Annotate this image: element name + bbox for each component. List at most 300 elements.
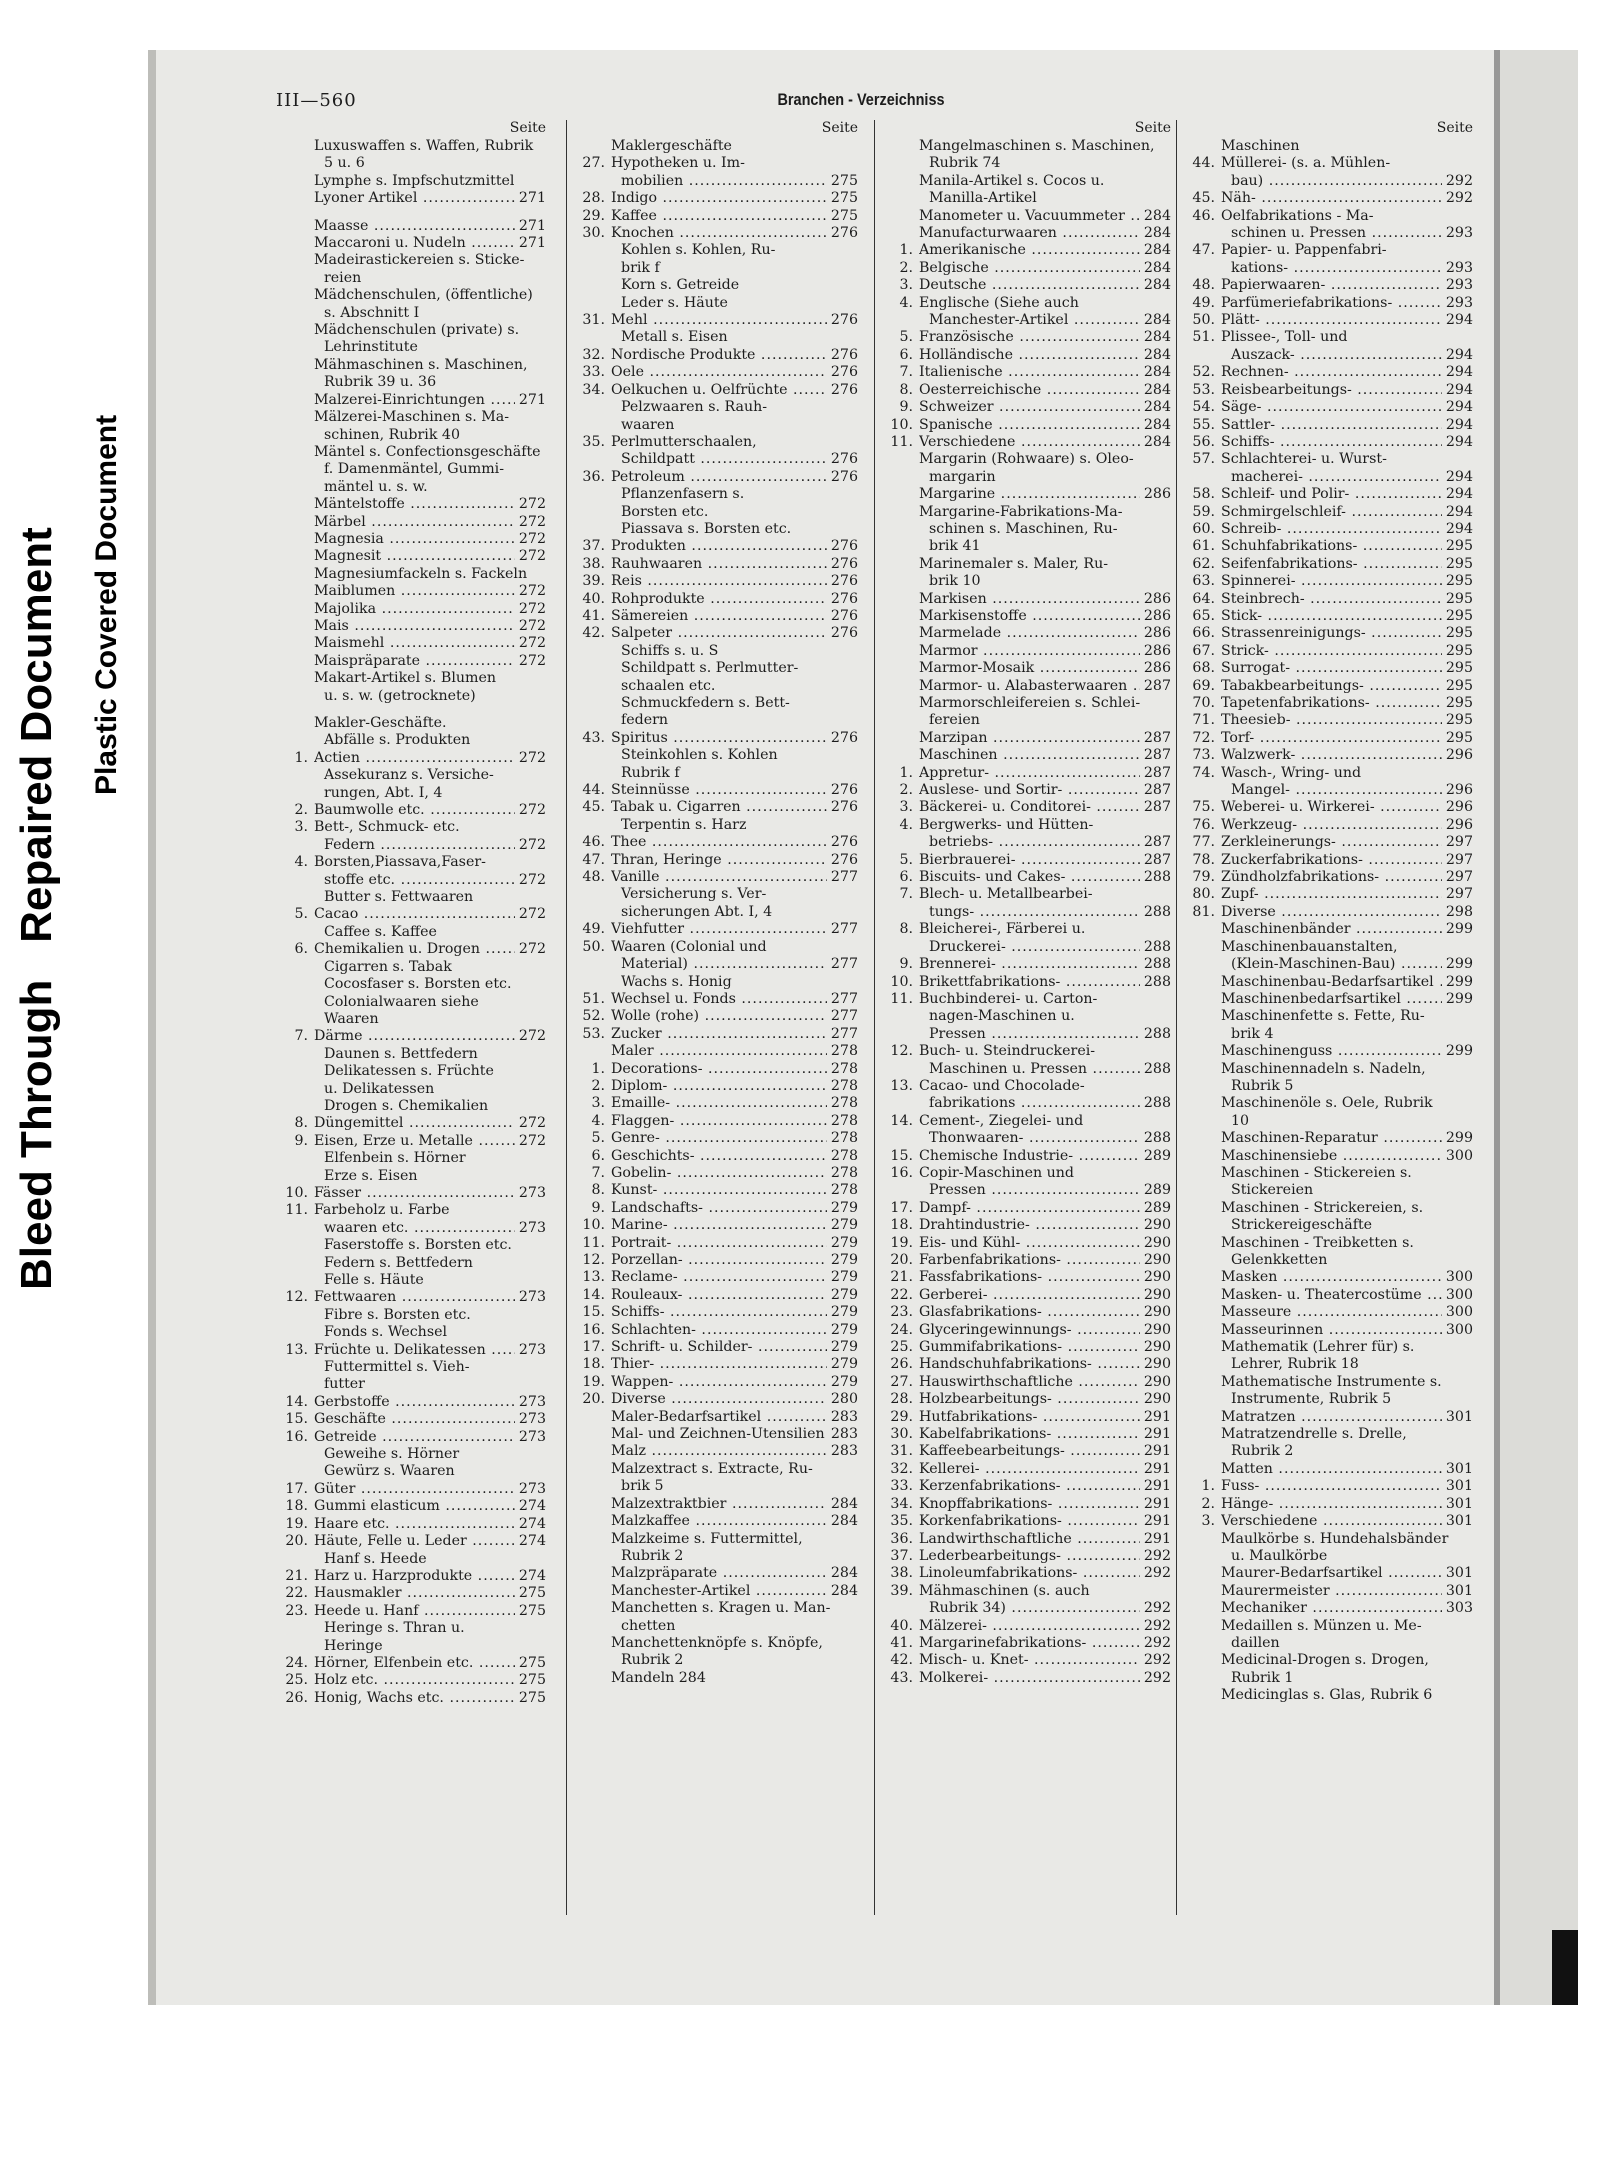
entry-text: Weberei- u. Wirkerei- ..... <box>1221 799 1442 816</box>
entry-text: Fettwaaren ..... <box>314 1289 515 1306</box>
index-entry <box>573 1356 858 1373</box>
entry-page: 290 <box>1143 1356 1171 1373</box>
entry-number: 67. <box>1192 642 1215 659</box>
index-entry <box>573 1513 858 1530</box>
entry-page: 295 <box>1445 538 1473 555</box>
index-entry <box>1183 417 1473 434</box>
entry-number: 17. <box>890 1199 913 1216</box>
entry-text: Portrait- ..... <box>611 1235 827 1252</box>
entry-page: 296 <box>1445 782 1473 799</box>
index-entry <box>1183 538 1473 555</box>
entry-text: Madeirastickereien s. Sticke- <box>314 252 525 269</box>
entry-number <box>881 208 919 225</box>
entry-number <box>1183 1461 1221 1478</box>
index-entry <box>573 660 858 677</box>
entry-number <box>1183 1304 1221 1321</box>
index-entry <box>881 364 1171 381</box>
index-column-1 <box>276 120 546 1915</box>
entry-text: Maschinenbau-Bedarfsartikel ..... <box>1221 974 1442 991</box>
entry-number: 52. <box>582 1008 605 1025</box>
entry-page: 277 <box>830 921 858 938</box>
entry-text: Viehfutter ..... <box>611 921 827 938</box>
entry-page: 291 <box>1143 1408 1171 1425</box>
entry-number: 5. <box>899 329 913 346</box>
entry-number <box>276 461 314 478</box>
entry-text: Handschuhfabrikations- ..... <box>919 1356 1140 1373</box>
entry-text: Wachs s. Honig <box>621 973 732 990</box>
entry-text: Früchte u. Delikatessen ..... <box>314 1342 515 1359</box>
entry-number <box>573 886 611 903</box>
entry-number: 7. <box>899 364 913 381</box>
index-entry <box>881 782 1171 799</box>
index-entry <box>573 469 858 486</box>
index-entry <box>881 1217 1171 1234</box>
entry-text: schaalen etc. <box>621 677 716 694</box>
index-entry <box>1183 1391 1473 1408</box>
index-entry <box>1183 1687 1473 1704</box>
index-entry <box>881 904 1171 921</box>
entry-number: 40. <box>582 590 605 607</box>
index-entry <box>573 695 858 712</box>
scan-condition-label <box>12 527 62 1290</box>
index-entry <box>1183 1461 1473 1478</box>
entry-text: Waaren (Colonial und <box>611 938 767 955</box>
entry-number: 16. <box>582 1321 605 1338</box>
index-entry <box>1183 765 1473 782</box>
entry-text: Maler-Bedarfsartikel ..... <box>611 1409 827 1426</box>
index-entry <box>276 173 546 190</box>
entry-number: 26. <box>890 1356 913 1373</box>
entry-page: 293 <box>1445 225 1473 242</box>
index-entry <box>881 173 1171 190</box>
entry-number <box>276 1620 314 1637</box>
entry-text: Masseure ..... <box>1221 1304 1442 1321</box>
index-entry <box>276 1081 546 1098</box>
entry-number: 11. <box>890 990 913 1007</box>
index-entry <box>881 939 1171 956</box>
entry-number <box>1183 1008 1221 1025</box>
entry-number <box>881 538 919 555</box>
entry-number <box>881 155 919 172</box>
entry-page: 293 <box>1445 277 1473 294</box>
index-entry <box>573 538 858 555</box>
entry-page: 284 <box>1143 277 1171 294</box>
entry-text: federn <box>621 712 669 729</box>
entry-text: Malzkaffee ..... <box>611 1513 827 1530</box>
entry-text: Strassenreinigungs- ..... <box>1221 625 1442 642</box>
entry-page: 296 <box>1445 816 1473 833</box>
index-entry <box>573 434 858 451</box>
entry-number <box>573 765 611 782</box>
entry-number <box>276 670 314 687</box>
index-entry <box>276 1028 546 1045</box>
entry-number <box>881 608 919 625</box>
entry-number: 45. <box>582 799 605 816</box>
index-entry <box>276 1603 546 1620</box>
entry-number: 3. <box>294 819 308 836</box>
seite-header: Seite <box>509 120 546 136</box>
index-entry <box>1183 1548 1473 1565</box>
entry-number <box>276 427 314 444</box>
entry-number <box>1183 1165 1221 1182</box>
entry-text: Copir-Maschinen und <box>919 1164 1075 1181</box>
entry-number: 34. <box>890 1495 913 1512</box>
index-entry <box>276 837 546 854</box>
index-entry <box>573 886 858 903</box>
entry-number <box>1183 1687 1221 1704</box>
entry-text: Kaffeebearbeitungs- ..... <box>919 1443 1140 1460</box>
entry-text: mäntel u. s. w. <box>324 478 428 495</box>
index-entry <box>573 399 858 416</box>
entry-number: 66. <box>1192 625 1215 642</box>
entry-page: 283 <box>830 1443 858 1460</box>
entry-number: 2. <box>1201 1495 1215 1512</box>
entry-number: 9. <box>591 1199 605 1216</box>
entry-page: 279 <box>830 1234 858 1251</box>
entry-number <box>276 218 314 235</box>
index-entry <box>881 573 1171 590</box>
entry-number <box>573 138 611 155</box>
entry-text: Manchester-Artikel ..... <box>611 1583 827 1600</box>
entry-text: Hauswirthschaftliche ..... <box>919 1374 1140 1391</box>
index-entry <box>881 208 1171 225</box>
entry-text: brik f <box>621 259 660 276</box>
entry-text: Borsten,Piassava,Faser- <box>314 854 486 871</box>
entry-number <box>1183 1426 1221 1443</box>
index-entry <box>1183 1409 1473 1426</box>
index-entry <box>881 921 1171 938</box>
entry-number: 25. <box>890 1339 913 1356</box>
entry-text: stoffe etc. ..... <box>314 872 515 889</box>
index-entry <box>1183 1287 1473 1304</box>
entry-page: 299 <box>1445 1130 1473 1147</box>
index-entry <box>881 1287 1171 1304</box>
entry-number: 70. <box>1192 695 1215 711</box>
entry-page: 276 <box>830 364 858 381</box>
index-entry <box>573 1322 858 1339</box>
entry-text: Schrift- u. Schilder- ..... <box>611 1339 827 1356</box>
index-entry <box>1183 730 1473 747</box>
entry-text: reien <box>324 269 362 286</box>
entry-number: 8. <box>591 1182 605 1199</box>
entry-page: 288 <box>1143 1095 1171 1112</box>
entry-text: Linoleumfabrikations- ..... <box>919 1565 1140 1582</box>
entry-number <box>881 1182 919 1199</box>
entry-text: daillen <box>1231 1634 1280 1651</box>
entry-text: Stickereien <box>1231 1182 1314 1199</box>
entry-page: 288 <box>1143 938 1171 955</box>
index-entry <box>276 305 546 322</box>
index-entry <box>276 138 546 155</box>
entry-number <box>1183 782 1221 799</box>
entry-number <box>1183 1635 1221 1652</box>
index-entry <box>1183 451 1473 468</box>
entry-page: 272 <box>518 496 546 513</box>
index-entry <box>1183 1478 1473 1495</box>
index-entry <box>276 924 546 941</box>
entry-number <box>1183 1113 1221 1130</box>
index-entry <box>881 834 1171 851</box>
entry-page: 288 <box>1143 869 1171 886</box>
index-entry <box>276 190 546 207</box>
entry-text: Butter s. Fettwaaren <box>324 889 474 906</box>
entry-text: Maschinenbänder ..... <box>1221 921 1442 938</box>
entry-number: 10. <box>582 1217 605 1234</box>
entry-page: 284 <box>1143 225 1171 242</box>
entry-text: Mangel- ..... <box>1221 782 1442 799</box>
entry-text: Federn ..... <box>314 837 515 854</box>
index-entry <box>276 1376 546 1393</box>
index-entry <box>276 339 546 356</box>
entry-page: 272 <box>518 906 546 923</box>
entry-page: 296 <box>1445 747 1473 764</box>
index-entry <box>881 1165 1171 1182</box>
index-entry <box>276 409 546 426</box>
entry-number <box>276 1638 314 1655</box>
entry-number <box>276 138 314 155</box>
entry-page: 274 <box>518 1498 546 1515</box>
entry-text: Diverse ..... <box>1221 904 1442 921</box>
entry-text: rungen, Abt. I, 4 <box>324 784 443 801</box>
index-entry <box>1183 1426 1473 1443</box>
index-entry <box>881 1304 1171 1321</box>
entry-text: Landwirthschaftliche ..... <box>919 1531 1140 1548</box>
index-entry <box>881 695 1171 712</box>
index-entry <box>881 1670 1171 1687</box>
index-entry <box>881 504 1171 521</box>
index-entry <box>573 1478 858 1495</box>
entry-number: 32. <box>890 1460 913 1477</box>
entry-number: 23. <box>890 1304 913 1321</box>
entry-page: 286 <box>1143 660 1171 677</box>
index-entry <box>1183 295 1473 312</box>
entry-page: 290 <box>1143 1286 1171 1303</box>
entry-text: macherei- ..... <box>1221 469 1442 486</box>
entry-number <box>276 190 314 207</box>
entry-text: Heede u. Hanf ..... <box>314 1603 515 1620</box>
entry-text: Spanische ..... <box>919 417 1140 434</box>
index-entry <box>573 991 858 1008</box>
index-entry <box>1183 991 1473 1008</box>
entry-number: 68. <box>1192 660 1215 677</box>
entry-number: 18. <box>285 1498 308 1515</box>
entry-page: 300 <box>1445 1321 1473 1338</box>
entry-number <box>881 660 919 677</box>
entry-text: Druckerei- ..... <box>919 939 1140 956</box>
entry-number: 24. <box>890 1321 913 1338</box>
entry-page: 299 <box>1445 990 1473 1007</box>
entry-text: (Klein-Maschinen-Bau) ..... <box>1221 956 1442 973</box>
entry-text: 5 u. 6 <box>324 155 365 172</box>
index-entry <box>276 1046 546 1063</box>
entry-text: Lederbearbeitungs- ..... <box>919 1548 1140 1565</box>
entry-number <box>881 486 919 503</box>
index-entry <box>573 155 858 172</box>
index-entry <box>1183 260 1473 277</box>
index-entry <box>276 1429 546 1446</box>
entry-text: Märbel ..... <box>314 514 515 531</box>
plastic-covered-label: Plastic Covered Document <box>90 414 123 795</box>
entry-page: 295 <box>1445 555 1473 572</box>
entry-text: fabrikations ..... <box>919 1095 1140 1112</box>
entry-number: 41. <box>890 1634 913 1651</box>
index-entry <box>573 521 858 538</box>
entry-number <box>1183 1565 1221 1582</box>
entry-number <box>276 1011 314 1028</box>
index-entry <box>1183 1008 1473 1025</box>
entry-page: 273 <box>518 1341 546 1358</box>
entry-text: Mal- und Zeichnen-Utensilien ..... <box>611 1426 827 1443</box>
entry-text: Torf- ..... <box>1221 730 1442 747</box>
entry-number <box>276 1324 314 1341</box>
index-entry <box>1183 399 1473 416</box>
entry-number <box>1183 1235 1221 1252</box>
index-entry <box>276 1533 546 1550</box>
index-entry <box>276 514 546 531</box>
entry-text: f. Damenmäntel, Gummi- <box>324 461 504 478</box>
entry-page: 288 <box>1143 1025 1171 1042</box>
index-entry <box>881 712 1171 729</box>
entry-text: Bleicherei-, Färberei u. <box>919 921 1086 938</box>
entry-text: Manchettenknöpfe s. Knöpfe, <box>611 1634 823 1651</box>
entry-page: 292 <box>1143 1634 1171 1651</box>
entry-number: 4. <box>294 854 308 871</box>
entry-page: 289 <box>1143 1182 1171 1199</box>
entry-page: 287 <box>1143 834 1171 851</box>
entry-page: 301 <box>1445 1478 1473 1495</box>
entry-text: Maschinen - Treibketten s. <box>1221 1234 1414 1251</box>
entry-page: 291 <box>1143 1530 1171 1547</box>
entry-number <box>1183 1252 1221 1269</box>
entry-page: 283 <box>830 1426 858 1443</box>
index-entry <box>1183 1026 1473 1043</box>
entry-number <box>1183 1026 1221 1043</box>
entry-text: Haare etc. ..... <box>314 1516 515 1533</box>
entry-number: 4. <box>899 294 913 311</box>
entry-number <box>276 548 314 565</box>
index-entry <box>881 556 1171 573</box>
entry-text: Manometer u. Vacuummeter ..... <box>919 208 1140 225</box>
index-entry <box>573 956 858 973</box>
entry-page: 294 <box>1445 503 1473 520</box>
entry-text: Schreib- ..... <box>1221 521 1442 538</box>
entry-number <box>1183 1322 1221 1339</box>
entry-number: 62. <box>1192 555 1215 572</box>
entry-page: 278 <box>830 1112 858 1129</box>
entry-text: betriebs- ..... <box>919 834 1140 851</box>
entry-text: Caffee s. Kaffee <box>324 923 437 940</box>
entry-text: tungs- ..... <box>919 904 1140 921</box>
index-entry <box>573 747 858 764</box>
entry-number <box>276 732 314 749</box>
index-entry <box>276 287 546 304</box>
index-entry <box>1183 782 1473 799</box>
entry-text: Getreide ..... <box>314 1429 515 1446</box>
index-entry <box>276 1133 546 1150</box>
entry-page: 294 <box>1445 381 1473 398</box>
index-entry <box>881 1148 1171 1165</box>
entry-number <box>276 1150 314 1167</box>
entry-text: Auszack- ..... <box>1221 347 1442 364</box>
entry-number <box>1183 1095 1221 1112</box>
entry-number <box>276 1272 314 1289</box>
entry-text: Theesieb- ..... <box>1221 712 1442 729</box>
entry-text: Petroleum ..... <box>611 469 827 486</box>
index-entry <box>276 750 546 767</box>
index-entry <box>573 591 858 608</box>
entry-page: 301 <box>1445 1408 1473 1425</box>
entry-text: Actien ..... <box>314 750 515 767</box>
entry-page: 284 <box>1143 207 1171 224</box>
entry-number: 39. <box>582 573 605 590</box>
entry-text: Emaille- ..... <box>611 1095 827 1112</box>
index-entry <box>881 730 1171 747</box>
entry-number: 52. <box>1192 364 1215 381</box>
index-entry <box>881 1322 1171 1339</box>
entry-number <box>573 712 611 729</box>
entry-number: 38. <box>890 1565 913 1582</box>
index-entry <box>881 1391 1171 1408</box>
index-entry <box>573 1531 858 1548</box>
index-entry <box>881 329 1171 346</box>
entry-text: Mähmaschinen (s. auch <box>919 1582 1090 1599</box>
entry-text: Thran, Heringe ..... <box>611 852 827 869</box>
entry-page: 276 <box>830 538 858 555</box>
entry-number: 51. <box>582 990 605 1007</box>
index-entry <box>573 1496 858 1513</box>
entry-page: 277 <box>830 1008 858 1025</box>
entry-number <box>881 1061 919 1078</box>
entry-text: Maispräparate ..... <box>314 653 515 670</box>
index-entry <box>276 854 546 871</box>
entry-number <box>881 591 919 608</box>
entry-text: Malzkeime s. Futtermittel, <box>611 1530 803 1547</box>
index-entry <box>881 1252 1171 1269</box>
entry-number: 36. <box>582 468 605 485</box>
entry-number: 42. <box>582 625 605 642</box>
entry-number <box>881 712 919 729</box>
entry-text: Borsten etc. <box>621 503 709 520</box>
entry-number: 55. <box>1192 416 1215 433</box>
index-entry <box>881 1635 1171 1652</box>
entry-number <box>573 1548 611 1565</box>
entry-number: 56. <box>1192 433 1215 450</box>
entry-page: 287 <box>1143 799 1171 816</box>
entry-number: 34. <box>582 381 605 398</box>
entry-text: Güter ..... <box>314 1481 515 1498</box>
index-entry <box>276 1568 546 1585</box>
index-entry <box>573 765 858 782</box>
entry-text: Eis- und Kühl- ..... <box>919 1235 1140 1252</box>
index-entry <box>276 1185 546 1202</box>
index-entry <box>276 767 546 784</box>
entry-number <box>881 730 919 747</box>
entry-number: 73. <box>1192 747 1215 764</box>
index-entry <box>881 382 1171 399</box>
entry-number <box>276 1220 314 1237</box>
index-entry <box>881 1061 1171 1078</box>
entry-number: 61. <box>1192 538 1215 555</box>
index-entry <box>1183 347 1473 364</box>
entry-page: 294 <box>1445 486 1473 503</box>
entry-text: Maschinensiebe ..... <box>1221 1148 1442 1165</box>
entry-number <box>276 1081 314 1098</box>
index-entry <box>881 869 1171 886</box>
entry-text: Indigo ..... <box>611 190 827 207</box>
entry-text: Magnesiumfackeln s. Fackeln <box>314 565 528 582</box>
entry-text: Rohprodukte ..... <box>611 591 827 608</box>
entry-text: Hausmakler ..... <box>314 1585 515 1602</box>
